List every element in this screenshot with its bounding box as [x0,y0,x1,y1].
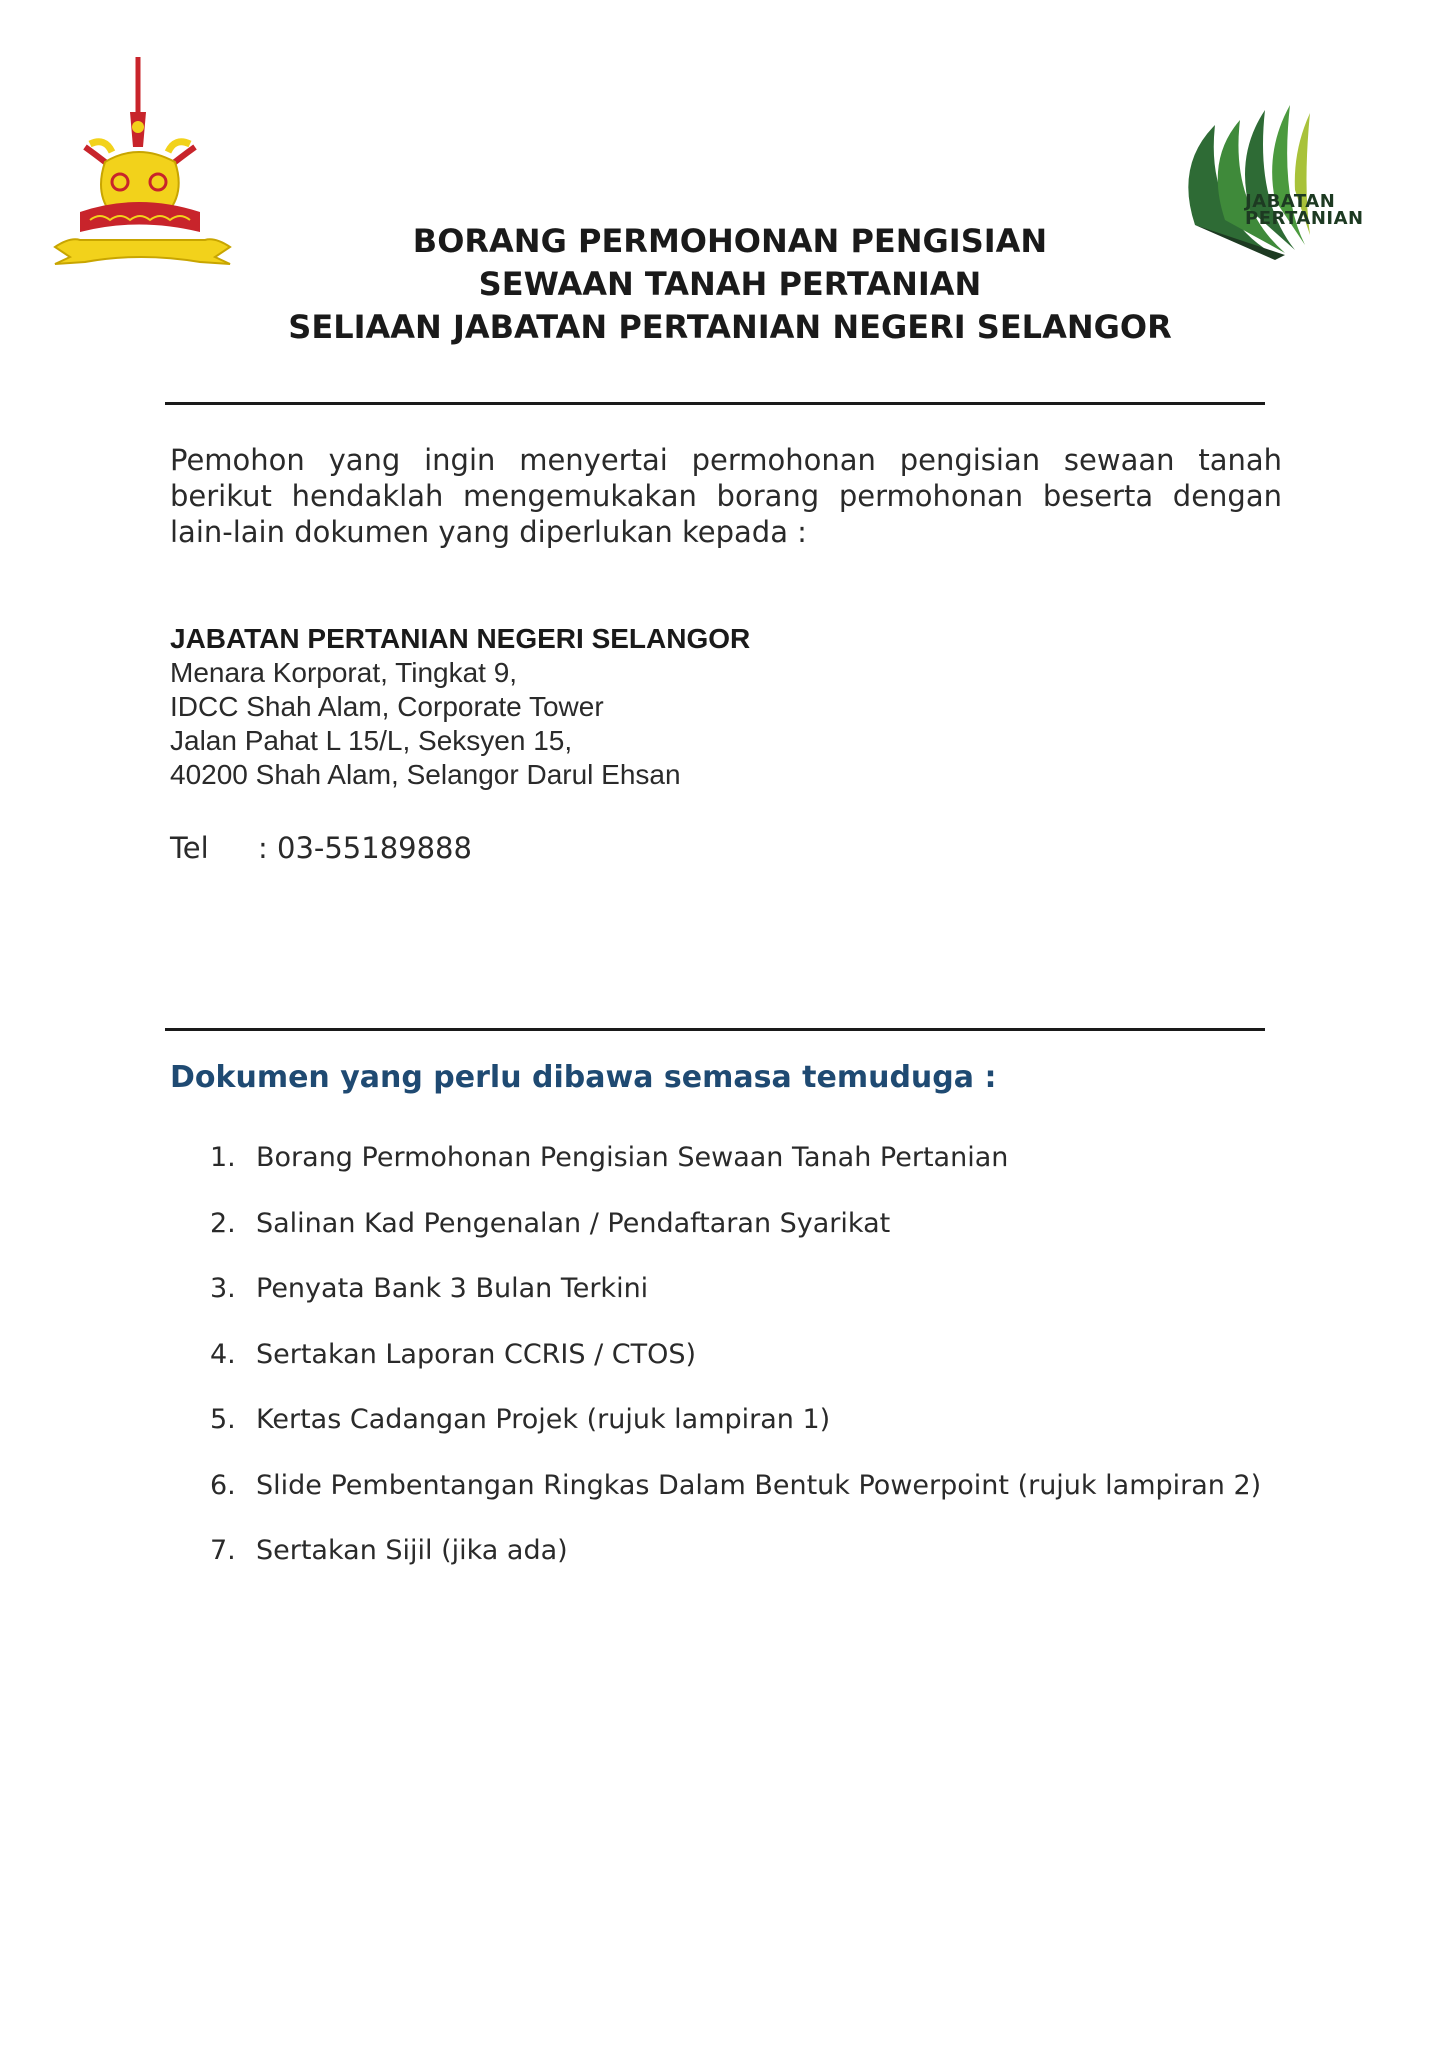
title-line-3: SELIAAN JABATAN PERTANIAN NEGERI SELANGOR [288,308,1172,346]
list-item [210,1140,1261,1206]
intro-paragraph: Pemohon yang ingin menyertai permohonan pengisian sewaan tanah berikut hendaklah mengemukakan borang permohonan beserta dengan lain-lain dokumen yang diperlukan kepada : [170,443,1282,549]
list-item-number: 7. [210,1535,236,1566]
list-item-number: 4. [210,1338,236,1370]
list-item-text: Kertas Cadangan Projek (rujuk lampiran 1) [256,1404,831,1435]
telephone-value: : 03-55189888 [258,831,472,865]
list-item-number: 6. [210,1469,236,1501]
documents-list [210,1140,1261,1599]
divider-middle [165,1028,1265,1031]
list-item-number: 5. [210,1404,236,1435]
list-item-text: Borang Permohonan Pengisian Sewaan Tanah Pertanian [256,1142,1009,1173]
list-item [210,1533,1261,1599]
list-item [210,1337,1261,1403]
document-title [160,220,1300,349]
logo-text-line2: PERTANIAN [1245,208,1364,229]
address-block [170,622,750,792]
telephone-label: Tel [170,831,209,865]
title-line-2: SEWAAN TANAH PERTANIAN [478,265,982,303]
list-item [210,1468,1261,1534]
list-item-number: 2. [210,1207,236,1239]
address-line: Jalan Pahat L 15/L, Seksyen 15, [170,725,573,756]
list-item [210,1271,1261,1337]
address-line: Menara Korporat, Tingkat 9, [170,657,518,688]
address-line: 40200 Shah Alam, Selangor Darul Ehsan [170,759,681,790]
title-line-1: BORANG PERMOHONAN PENGISIAN [412,222,1048,260]
list-item-text: Penyata Bank 3 Bulan Terkini [256,1273,649,1304]
documents-heading: Dokumen yang perlu dibawa semasa temuduga : [170,1060,997,1095]
list-item [210,1206,1261,1272]
list-item-text: Salinan Kad Pengenalan / Pendaftaran Syarikat [256,1207,891,1239]
list-item [210,1402,1261,1468]
list-item-text: Sertakan Laporan CCRIS / CTOS) [256,1338,697,1370]
address-organization: JABATAN PERTANIAN NEGERI SELANGOR [170,623,751,654]
divider-top [165,402,1265,405]
list-item-number: 3. [210,1273,236,1304]
list-item-number: 1. [210,1142,236,1173]
address-line: IDCC Shah Alam, Corporate Tower [170,691,604,722]
list-item-text: Sertakan Sijil (jika ada) [256,1535,568,1566]
logo-text-line1: JABATAN [1245,191,1336,212]
list-item-text: Slide Pembentangan Ringkas Dalam Bentuk Powerpoint (rujuk lampiran 2) [256,1469,1262,1501]
telephone-line [170,830,472,866]
